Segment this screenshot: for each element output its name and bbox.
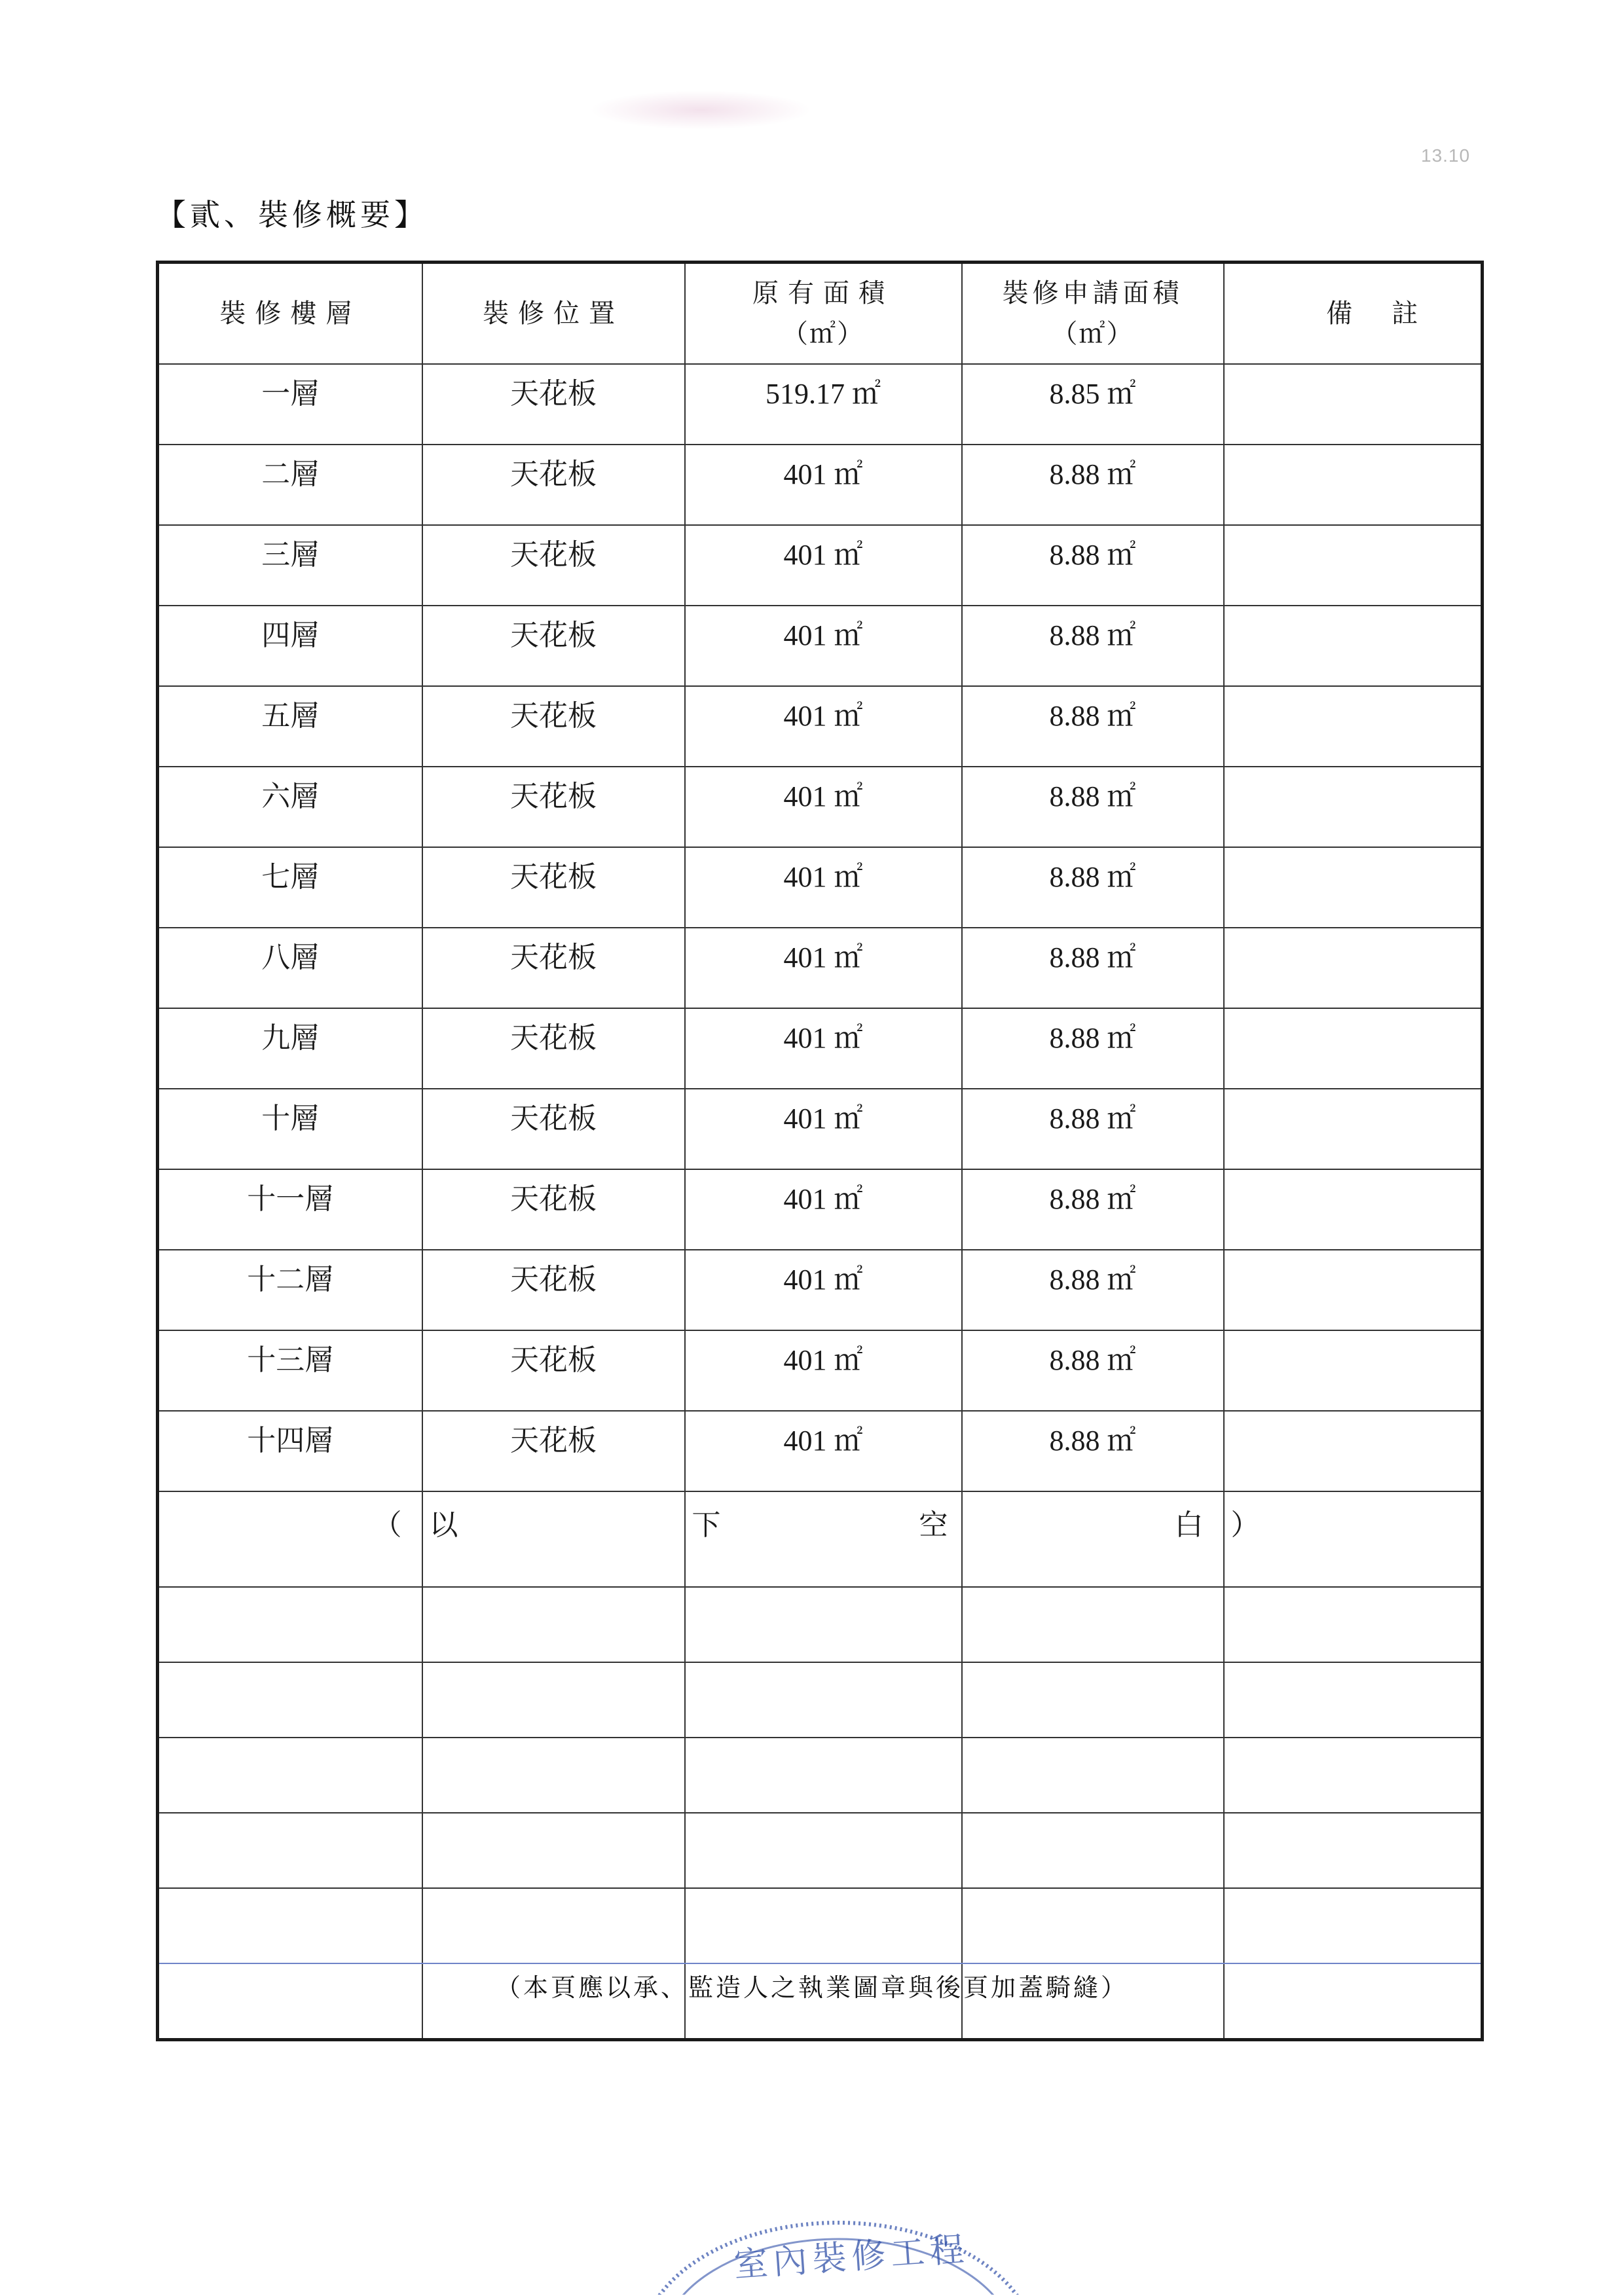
original-area-cell: 401 ㎡ [685,1089,962,1169]
table-row [158,1089,1483,1169]
floor-cell: 五層 [158,686,422,767]
original-area-cell: 401 ㎡ [685,445,962,525]
original-area-cell: 401 ㎡ [685,847,962,928]
applied-area-cell: 8.88 ㎡ [962,686,1224,767]
empty-cell [1224,1738,1483,1813]
floor-cell: 四層 [158,606,422,686]
location-cell: 天花板 [422,1008,685,1089]
empty-cell [962,1813,1224,1888]
location-cell: 天花板 [422,364,685,445]
header-floor: 裝修樓層 [158,263,422,365]
table-row [158,1411,1483,1491]
table-row [158,606,1483,686]
empty-cell [685,1888,962,1963]
scan-smudge [589,90,812,130]
remark-cell [1224,1089,1483,1169]
remark-cell [1224,928,1483,1008]
seal-stamp-text: 室內裝修工程 [732,2229,971,2286]
floor-cell: 七層 [158,847,422,928]
location-cell: 天花板 [422,1089,685,1169]
location-cell: 天花板 [422,1169,685,1250]
header-original-area-label: 原有面積 [752,278,894,308]
table-row [158,847,1483,928]
applied-area-cell: 8.88 ㎡ [962,767,1224,847]
empty-cell [962,1662,1224,1738]
blank-note-char-3: 空 [919,1508,948,1542]
applied-area-cell: 8.85 ㎡ [962,364,1224,445]
applied-area-cell: 8.88 ㎡ [962,1411,1224,1491]
empty-cell [158,1813,422,1888]
empty-cell [1224,1888,1483,1963]
remark-cell [1224,1411,1483,1491]
header-remark-char-1: 備 [1326,299,1353,329]
remark-cell [1224,445,1483,525]
original-area-cell: 401 ㎡ [685,1250,962,1330]
remark-cell [1224,767,1483,847]
location-cell: 天花板 [422,525,685,606]
table-body [158,364,1483,2040]
blank-note-row [158,1491,1483,1587]
floor-cell: 九層 [158,1008,422,1089]
original-area-cell: 519.17 ㎡ [685,364,962,445]
original-area-cell: 401 ㎡ [685,1008,962,1089]
empty-cell [422,1813,685,1888]
empty-cell [422,1587,685,1662]
empty-cell [1224,1587,1483,1662]
empty-cell [1224,1813,1483,1888]
applied-area-cell: 8.88 ㎡ [962,928,1224,1008]
blank-note-char-1: 以 [422,1491,685,1587]
footnote: （本頁應以承、監造人之執業圖章與後頁加蓋騎縫） [495,1973,1128,2002]
empty-row [158,1888,1483,1963]
table-header-row [158,263,1483,365]
location-cell: 天花板 [422,606,685,686]
empty-cell [422,1888,685,1963]
empty-cell [158,1587,422,1662]
page-number: 13.10 [1421,145,1471,166]
floor-cell: 十一層 [158,1169,422,1250]
empty-cell [962,1738,1224,1813]
blank-note-close-paren: ） [1224,1491,1483,1587]
location-cell: 天花板 [422,767,685,847]
table-row [158,767,1483,847]
seal-stamp [655,2183,1022,2295]
remark-cell [1224,364,1483,445]
location-cell: 天花板 [422,1250,685,1330]
header-original-area [685,263,962,365]
original-area-cell: 401 ㎡ [685,1411,962,1491]
table-row [158,1008,1483,1089]
empty-cell [158,1738,422,1813]
empty-cell [158,1662,422,1738]
applied-area-cell: 8.88 ㎡ [962,606,1224,686]
floor-cell: 十層 [158,1089,422,1169]
remark-cell [1224,1250,1483,1330]
table-row [158,525,1483,606]
applied-area-cell: 8.88 ㎡ [962,1008,1224,1089]
location-cell: 天花板 [422,445,685,525]
floor-cell: 十二層 [158,1250,422,1330]
empty-row [158,1662,1483,1738]
remark-cell [1224,1169,1483,1250]
remark-cell [1224,1330,1483,1411]
header-applied-area-unit: （㎡） [1051,319,1134,349]
header-remark [1224,263,1483,365]
empty-cell [422,1738,685,1813]
remark-cell [1224,606,1483,686]
floor-cell: 十四層 [158,1411,422,1491]
floor-cell: 十三層 [158,1330,422,1411]
empty-cell [685,1738,962,1813]
header-applied-area-label: 裝修申請面積 [1002,278,1183,308]
empty-row [158,1738,1483,1813]
floor-cell: 八層 [158,928,422,1008]
empty-cell [158,1888,422,1963]
empty-cell [685,1813,962,1888]
remark-cell [1224,686,1483,767]
table-row [158,686,1483,767]
applied-area-cell: 8.88 ㎡ [962,1169,1224,1250]
location-cell: 天花板 [422,1330,685,1411]
header-remark-char-2: 註 [1392,299,1418,329]
floor-cell: 一層 [158,364,422,445]
floor-cell: 六層 [158,767,422,847]
location-cell: 天花板 [422,686,685,767]
table-row [158,1330,1483,1411]
empty-cell [685,1662,962,1738]
original-area-cell: 401 ㎡ [685,606,962,686]
remark-cell [1224,525,1483,606]
table-row [158,1169,1483,1250]
original-area-cell: 401 ㎡ [685,1169,962,1250]
table-row [158,445,1483,525]
original-area-cell: 401 ㎡ [685,686,962,767]
table-row [158,928,1483,1008]
header-applied-area [962,263,1224,365]
empty-cell [962,1587,1224,1662]
table-row [158,364,1483,445]
location-cell: 天花板 [422,928,685,1008]
blank-note-pair [685,1491,962,1587]
original-area-cell: 401 ㎡ [685,928,962,1008]
table-row [158,1250,1483,1330]
location-cell: 天花板 [422,1411,685,1491]
applied-area-cell: 8.88 ㎡ [962,847,1224,928]
renovation-summary-table-wrap [156,261,1481,2041]
applied-area-cell: 8.88 ㎡ [962,525,1224,606]
blank-note-char-4: 白 [962,1491,1224,1587]
floor-cell: 三層 [158,525,422,606]
applied-area-cell: 8.88 ㎡ [962,445,1224,525]
section-title: 【貳、裝修概要】 [156,197,428,232]
blank-note-char-2: 下 [692,1508,721,1542]
original-area-cell: 401 ㎡ [685,767,962,847]
applied-area-cell: 8.88 ㎡ [962,1089,1224,1169]
remark-cell [1224,1008,1483,1089]
remark-cell [1224,847,1483,928]
empty-row [158,1813,1483,1888]
floor-cell: 二層 [158,445,422,525]
applied-area-cell: 8.88 ㎡ [962,1250,1224,1330]
renovation-summary-table [156,261,1484,2041]
original-area-cell: 401 ㎡ [685,1330,962,1411]
empty-cell [422,1662,685,1738]
location-cell: 天花板 [422,847,685,928]
empty-cell [962,1888,1224,1963]
applied-area-cell: 8.88 ㎡ [962,1330,1224,1411]
header-location: 裝修位置 [422,263,685,365]
blank-note-open-paren: （ [158,1491,422,1587]
header-original-area-unit: （㎡） [782,319,864,349]
empty-cell [685,1587,962,1662]
empty-row [158,1587,1483,1662]
original-area-cell: 401 ㎡ [685,525,962,606]
empty-cell [1224,1662,1483,1738]
